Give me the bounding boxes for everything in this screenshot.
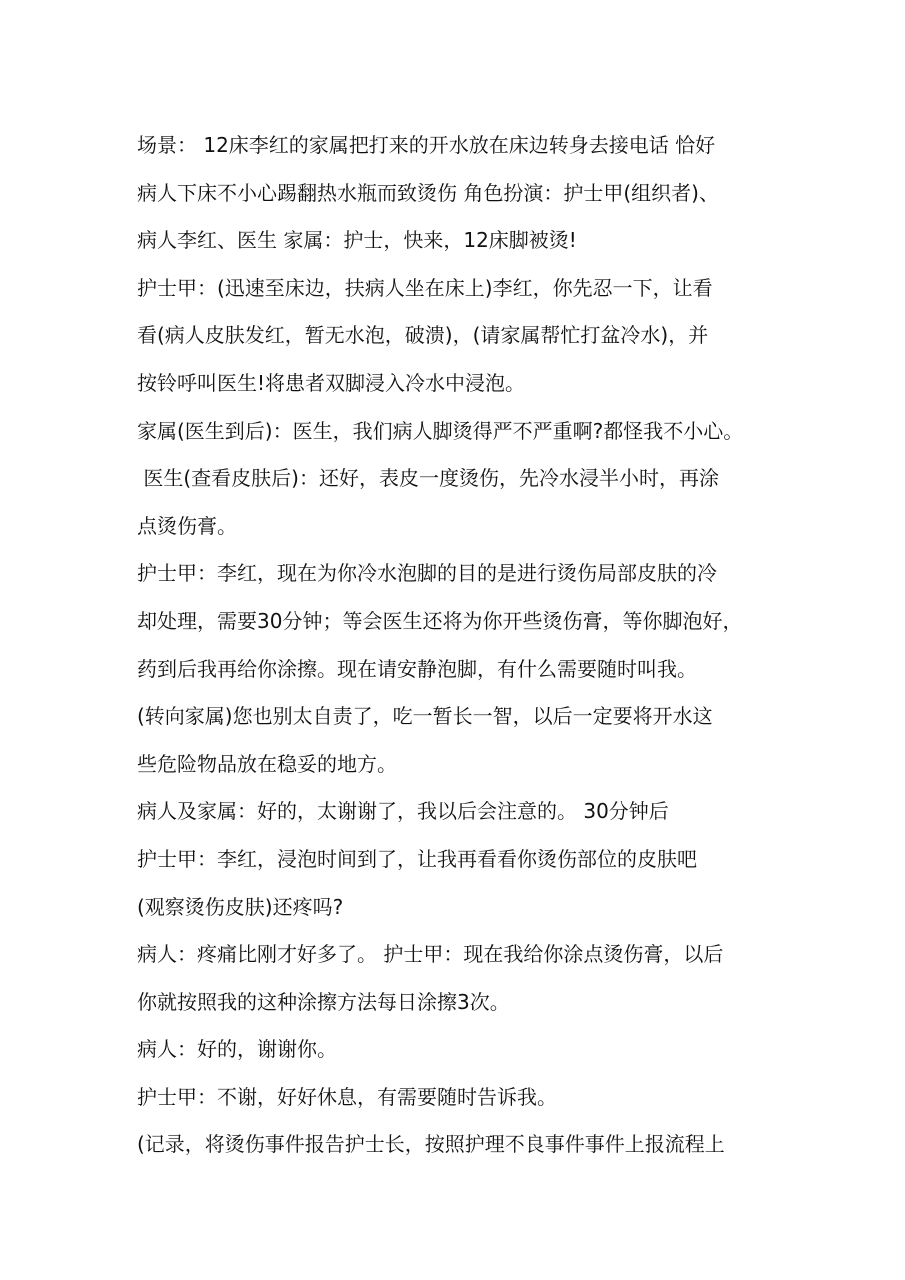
text-line-11: 却处理，需要30分钟；等会医生还将为你开些烫伤膏，等你脚泡好， [137,608,743,633]
text-line-4: 护士甲：(迅速至床边，扶病人坐在床上)李红，你先忍一下，让看 [137,275,713,300]
text-line-6: 按铃呼叫医生!将患者双脚浸入冷水中浸泡。 [137,370,526,395]
document-body [137,122,787,1169]
text-line-3: 病人李红、医生 家属：护士，快来，12床脚被烫! [137,228,577,253]
text-line-10: 护士甲：李红，现在为你冷水泡脚的目的是进行烫伤局部皮肤的冷 [137,561,717,586]
text-line-1: 场景： 12床李红的家属把打来的开水放在床边转身去接电话 恰好 [137,133,716,157]
text-line-13: (转向家属)您也别太自责了，吃一暂长一智，以后一定要将开水这 [137,704,713,729]
text-line-20: 病人：好的，谢谢你。 [137,1037,337,1062]
text-line-12: 药到后我再给你涂擦。现在请安静泡脚，有什么需要随时叫我。 [137,656,697,681]
text-line-22: (记录，将烫伤事件报告护士长，按照护理不良事件事件上报流程上 [137,1132,725,1157]
text-line-19: 你就按照我的这种涂擦方法每日涂擦3次。 [137,989,510,1014]
text-line-18: 病人：疼痛比刚才好多了。 护士甲：现在我给你涂点烫伤膏，以后 [137,942,724,967]
text-line-14: 些危险物品放在稳妥的地方。 [137,751,397,776]
text-line-21: 护士甲：不谢，好好休息，有需要随时告诉我。 [137,1084,557,1109]
text-line-17: (观察烫伤皮肤)还疼吗? [137,894,344,919]
text-line-16: 护士甲：李红，浸泡时间到了，让我再看看你烫伤部位的皮肤吧 [137,846,697,871]
text-line-7: 家属(医生到后)：医生，我们病人脚烫得严不严重啊?都怪我不小心。 [137,418,744,443]
text-line-9: 点烫伤膏。 [137,513,237,538]
text-line-8: 医生(查看皮肤后)：还好，表皮一度烫伤，先冷水浸半小时，再涂 [137,466,719,491]
text-line-5: 看(病人皮肤发红，暂无水泡，破溃)，(请家属帮忙打盆冷水)，并 [137,323,709,348]
text-line-2: 病人下床不小心踢翻热水瓶而致烫伤 角色扮演：护士甲(组织者)、 [137,180,719,205]
text-line-15: 病人及家属：好的，太谢谢了，我以后会注意的。 30分钟后 [137,799,669,824]
